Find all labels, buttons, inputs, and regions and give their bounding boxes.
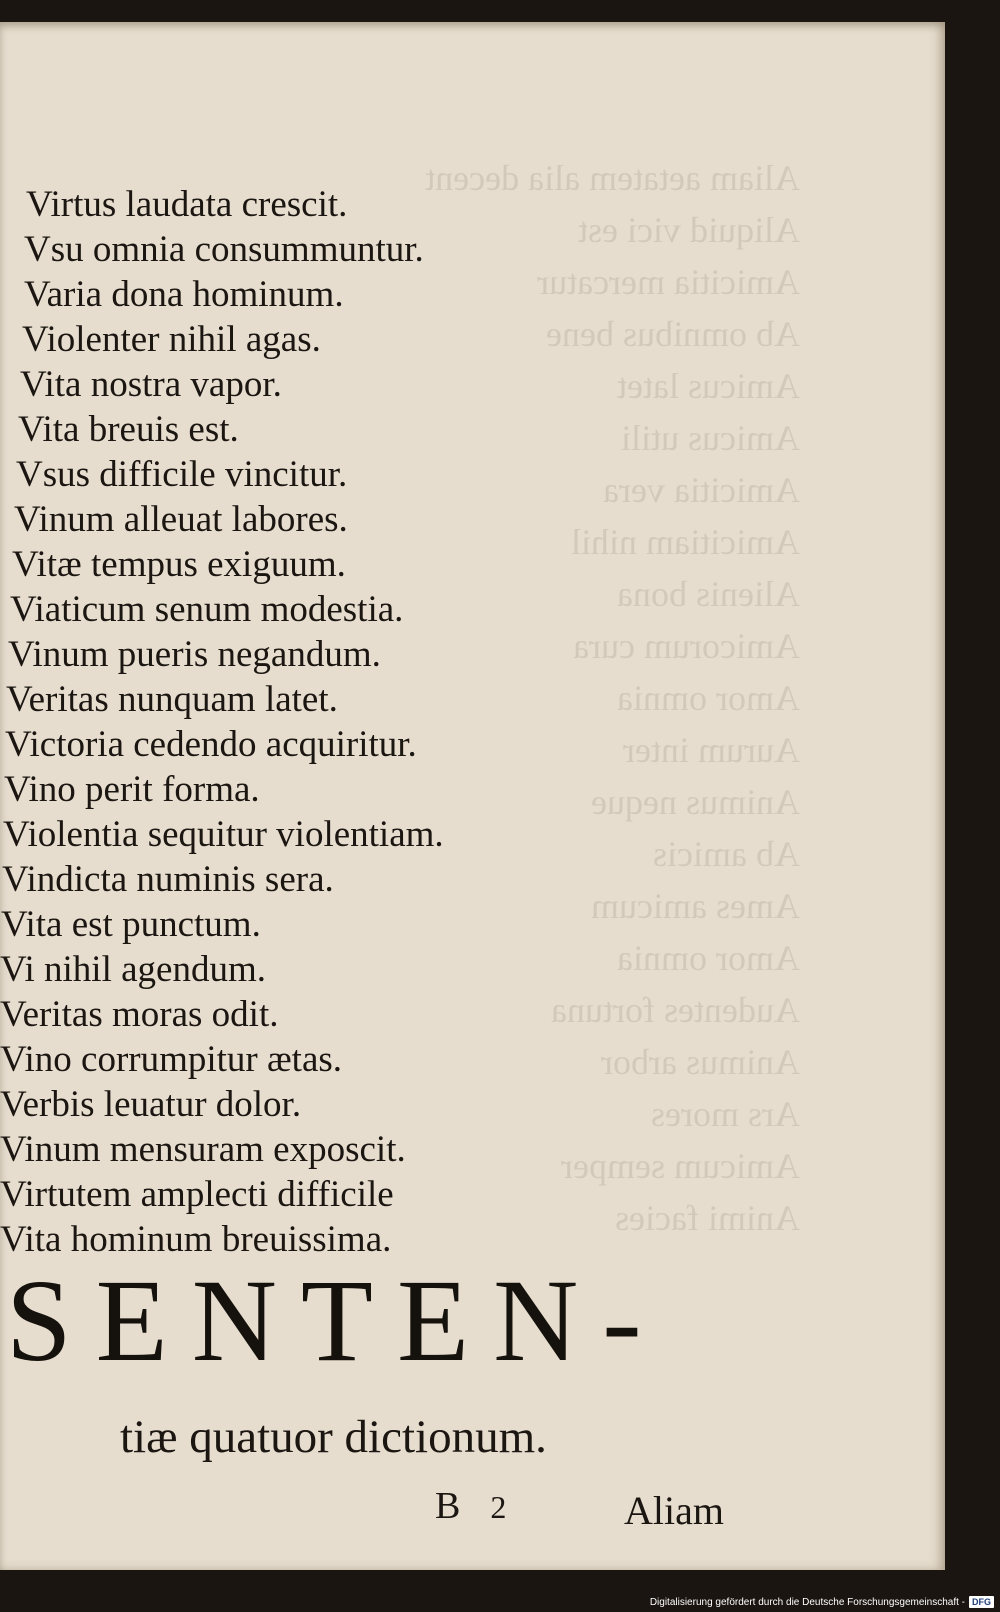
sentence-list <box>0 182 444 1262</box>
sentence-line: Vitæ tempus exiguum. <box>12 544 346 585</box>
credit-text: Digitalisierung gefördert durch die Deutsche Forschungsgemeinschaft - <box>649 1596 965 1608</box>
sentence-line: Violentia sequitur violentiam. <box>3 814 444 855</box>
sentence-line: Vinum mensuram exposcit. <box>0 1129 406 1170</box>
sentence-line: Vinum alleuat labores. <box>14 499 348 540</box>
book-page <box>0 22 945 1570</box>
sentence-line: Veritas nunquam latet. <box>6 679 338 720</box>
signature-mark <box>435 1484 506 1528</box>
sentence-line: Virtutem amplecti difficile <box>0 1174 394 1215</box>
sentence-line: Vita est punctum. <box>1 904 261 945</box>
sentence-line: Victoria cedendo acquiritur. <box>5 724 417 765</box>
sentence-line: Varia dona hominum. <box>24 274 344 315</box>
sentence-line: Veritas moras odit. <box>0 994 279 1035</box>
section-heading: SENTEN- <box>6 1255 666 1386</box>
signature-letter: B <box>435 1485 461 1527</box>
sentence-line: Verbis leuatur dolor. <box>0 1084 302 1125</box>
sentence-line: Vino corrumpitur ætas. <box>0 1039 343 1080</box>
sentence-line: Viaticum senum modestia. <box>10 589 404 630</box>
catchword: Aliam <box>624 1488 724 1533</box>
sentence-line: Vi nihil agendum. <box>0 949 266 990</box>
bleed-through-text: Aliam aetatem alia decent Aliquid vici est Amicitia mercatur Ab omnibus bene Amicus latet Amicus utili Amicitia vera Amicitiam nihil Alienis bona Amicorum cura Amor omnia Aurum inter Animus neque Ab amicis Ames amicum Amor omnia Audentes fortuna Animus arbor Ars mores Amicum semper Animi facies <box>425 158 800 1238</box>
signature-number: 2 <box>490 1489 507 1525</box>
sentence-line: Vino perit forma. <box>4 769 260 810</box>
sentence-line: Vinum pueris negandum. <box>8 634 381 675</box>
section-subheading: tiæ quatuor dictionum. <box>120 1411 547 1463</box>
sentence-line: Vsus difficile vincitur. <box>16 454 348 495</box>
sentence-line: Vindicta numinis sera. <box>2 859 334 900</box>
sentence-line: Virtus laudata crescit. <box>26 184 348 225</box>
sentence-line: Vita hominum breuissima. <box>0 1219 392 1260</box>
sentence-line: Vita nostra vapor. <box>20 364 282 405</box>
digitization-credit <box>650 1596 994 1608</box>
sentence-line: Vsu omnia consummuntur. <box>24 229 424 270</box>
sentence-line: Violenter nihil agas. <box>22 319 321 360</box>
dfg-logo-icon: DFG <box>969 1596 994 1608</box>
sentence-line: Vita breuis est. <box>18 409 239 450</box>
